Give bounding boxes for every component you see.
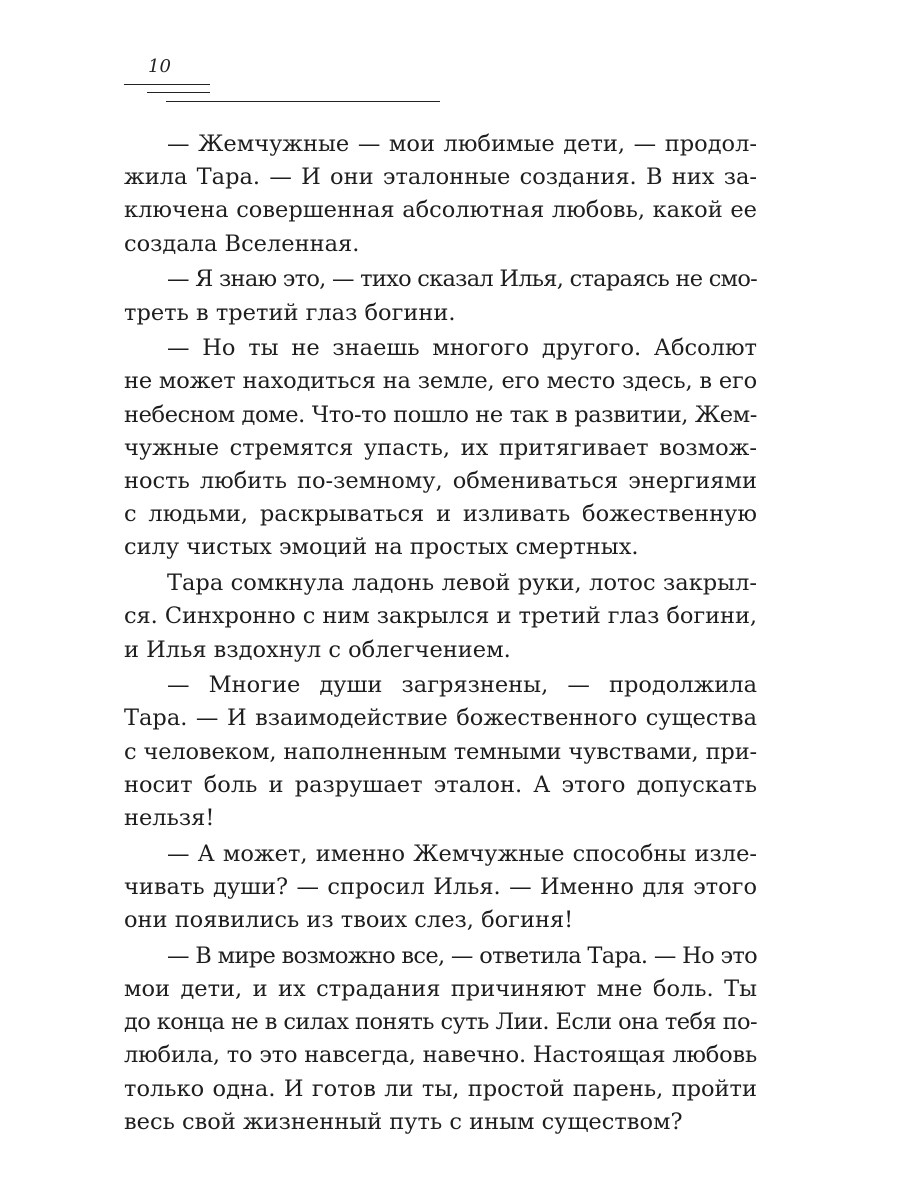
text-line: ся. Синхронно с ним закрылся и третий глаз богини, [124, 603, 757, 630]
text-line: жила Тара. — И они эталонные создания. В них за- [124, 164, 757, 191]
text-line: — В мире возможно все, — ответила Тара. — Но это [167, 942, 758, 969]
text-line: Тара. — И взаимодействие божественного существа [124, 705, 757, 732]
text-line: треть в третий глаз богини. [124, 299, 456, 326]
text-line: носит боль и разрушает эталон. А этого допускать [124, 771, 757, 798]
text-line: — Я знаю это, — тихо сказал Илья, стараясь не смо- [167, 266, 757, 293]
text-line: весь свой жизненный путь с иным существом? [124, 1108, 683, 1135]
text-line: до конца не в силах понять суть Лии. Если она тебя по- [124, 1009, 758, 1036]
text-line: любила, то это навсегда, навечно. Настоящая любовь [124, 1042, 757, 1069]
text-line: ность любить по-земному, обмениваться энергиями [124, 468, 757, 495]
body-text [124, 128, 757, 1142]
text-line: ключена совершенная абсолютная любовь, какой ее [124, 197, 757, 224]
header-rule-top [124, 84, 210, 85]
text-line: и Илья вздохнул с облегчением. [124, 636, 511, 663]
text-line: нельзя! [124, 805, 215, 832]
text-line: создала Вселенная. [124, 230, 360, 257]
header-rule-long [166, 101, 440, 102]
paragraph [124, 940, 757, 1139]
paragraph [124, 263, 757, 329]
text-line: — Жемчужные — мои любимые дети, — продол- [167, 131, 757, 157]
text-line: с людьми, раскрываться и изливать божественную [124, 501, 757, 528]
text-line: — Но ты не знаешь многого другого. Абсолют [167, 335, 757, 362]
text-line: — А может, именно Жемчужные способны изле- [167, 840, 757, 867]
text-line: небесном доме. Что-то пошло не так в развитии, Жем- [124, 401, 757, 428]
paragraph [124, 332, 757, 564]
text-line: только одна. И готов ли ты, простой парень, пройти [124, 1075, 757, 1102]
text-line: чужные стремятся упасть, их притягивает возмож- [124, 434, 757, 461]
text-line: Тара сомкнула ладонь левой руки, лотос закрыл- [167, 570, 757, 597]
paragraph [124, 669, 757, 835]
text-line: чивать души? — спросил Илья. — Именно для этого [124, 873, 757, 900]
page-number: 10 [148, 56, 171, 77]
header-rule-middle [147, 92, 210, 93]
text-line: силу чистых эмоций на простых смертных. [124, 534, 639, 561]
paragraph [124, 567, 757, 667]
text-line: не может находиться на земле, его место здесь, в его [124, 368, 758, 395]
text-line: мои дети, и их страдания причиняют мне боль. Ты [124, 976, 757, 1003]
text-line: — Многие души загрязнены, — продолжила [167, 672, 757, 699]
text-line: с человеком, наполненным темными чувствами, при- [124, 738, 758, 765]
text-line: они появились из твоих слез, богиня! [124, 907, 574, 934]
paragraph [124, 128, 757, 261]
paragraph [124, 838, 757, 938]
